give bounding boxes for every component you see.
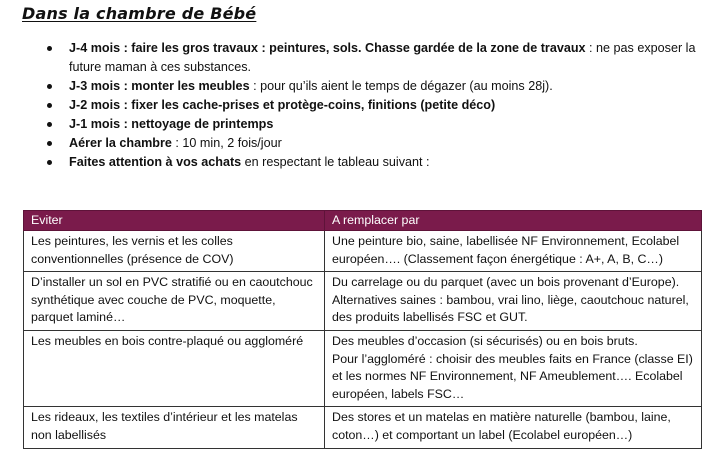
checklist-item-bold: J-4 mois : faire les gros travaux : peintures, sols. Chasse gardée de la zone de travaux <box>69 41 586 55</box>
column-header-replace: A remplacer par <box>325 211 702 231</box>
checklist-item-text: : ne pas exposer la future maman à ces substances. <box>69 41 696 74</box>
bullet-dot-icon <box>47 46 52 51</box>
avoid-cell: Les meubles en bois contre-plaqué ou aggloméré <box>24 330 325 406</box>
table-row <box>24 272 702 331</box>
checklist-item-text: en respectant le tableau suivant : <box>241 155 430 169</box>
replace-cell <box>325 272 702 331</box>
document-title: Dans la chambre de Bébé <box>22 4 257 23</box>
column-header-avoid: Eviter <box>24 211 325 231</box>
checklist <box>47 39 702 172</box>
replace-paragraph: Alternatives saines : bambou, vrai lino, liège, caoutchouc naturel, des produits labellisés FSC et GUT. <box>332 292 689 325</box>
checklist-item <box>47 39 702 77</box>
checklist-item <box>47 96 702 115</box>
replace-paragraph: Des stores et un matelas en matière naturelle (bambou, laine, coton…) et comportant un label (Ecolabel européen…) <box>332 410 671 442</box>
table-row <box>24 231 702 272</box>
comparison-table <box>23 210 702 449</box>
bullet-dot-icon <box>47 122 52 127</box>
bullet-dot-icon <box>47 141 52 146</box>
avoid-cell: Les peintures, les vernis et les colles conventionnelles (présence de COV) <box>24 231 325 272</box>
checklist-item-text: : pour qu’ils aient le temps de dégazer (au moins 28j). <box>249 79 553 93</box>
bullet-dot-icon <box>47 160 52 165</box>
checklist-item-text: : 10 min, 2 fois/jour <box>171 136 282 150</box>
bullet-dot-icon <box>47 103 52 108</box>
replace-paragraph: Des meubles d’occasion (si sécurisés) ou en bois bruts. <box>332 333 638 348</box>
checklist-item-bold: J-1 mois : nettoyage de printemps <box>69 117 274 131</box>
replace-paragraph: Pour l’aggloméré : choisir des meubles faits en France (classe EI) et les normes NF Environnement, NF Ameublement…. Ecolabel européen, labels FSC… <box>332 351 693 401</box>
replace-cell <box>325 407 702 448</box>
replace-cell <box>325 330 702 406</box>
replace-paragraph: Une peinture bio, saine, labellisée NF Environnement, Ecolabel européen…. (Classement façon énergétique : A+, A, B, C…) <box>332 234 680 266</box>
checklist-item-bold: Aérer la chambre <box>69 136 172 150</box>
checklist-item <box>47 77 702 96</box>
bullet-dot-icon <box>47 84 52 89</box>
table-row <box>24 407 702 448</box>
checklist-item <box>47 134 702 153</box>
avoid-cell: D’installer un sol en PVC stratifié ou en caoutchouc synthétique avec couche de PVC, moquette, parquet laminé… <box>24 272 325 331</box>
replace-paragraph: Du carrelage ou du parquet (avec un bois provenant d’Europe). <box>332 275 680 290</box>
replace-cell <box>325 231 702 272</box>
table-header-row <box>24 211 702 231</box>
table-row <box>24 330 702 406</box>
checklist-item <box>47 153 702 172</box>
checklist-item <box>47 115 702 134</box>
checklist-item-bold: J-3 mois : monter les meubles <box>69 79 250 93</box>
checklist-item-bold: J-2 mois : fixer les cache-prises et protège-coins, finitions (petite déco) <box>69 98 496 112</box>
checklist-item-bold: Faites attention à vos achats <box>69 155 242 169</box>
avoid-cell: Les rideaux, les textiles d’intérieur et les matelas non labellisés <box>24 407 325 448</box>
